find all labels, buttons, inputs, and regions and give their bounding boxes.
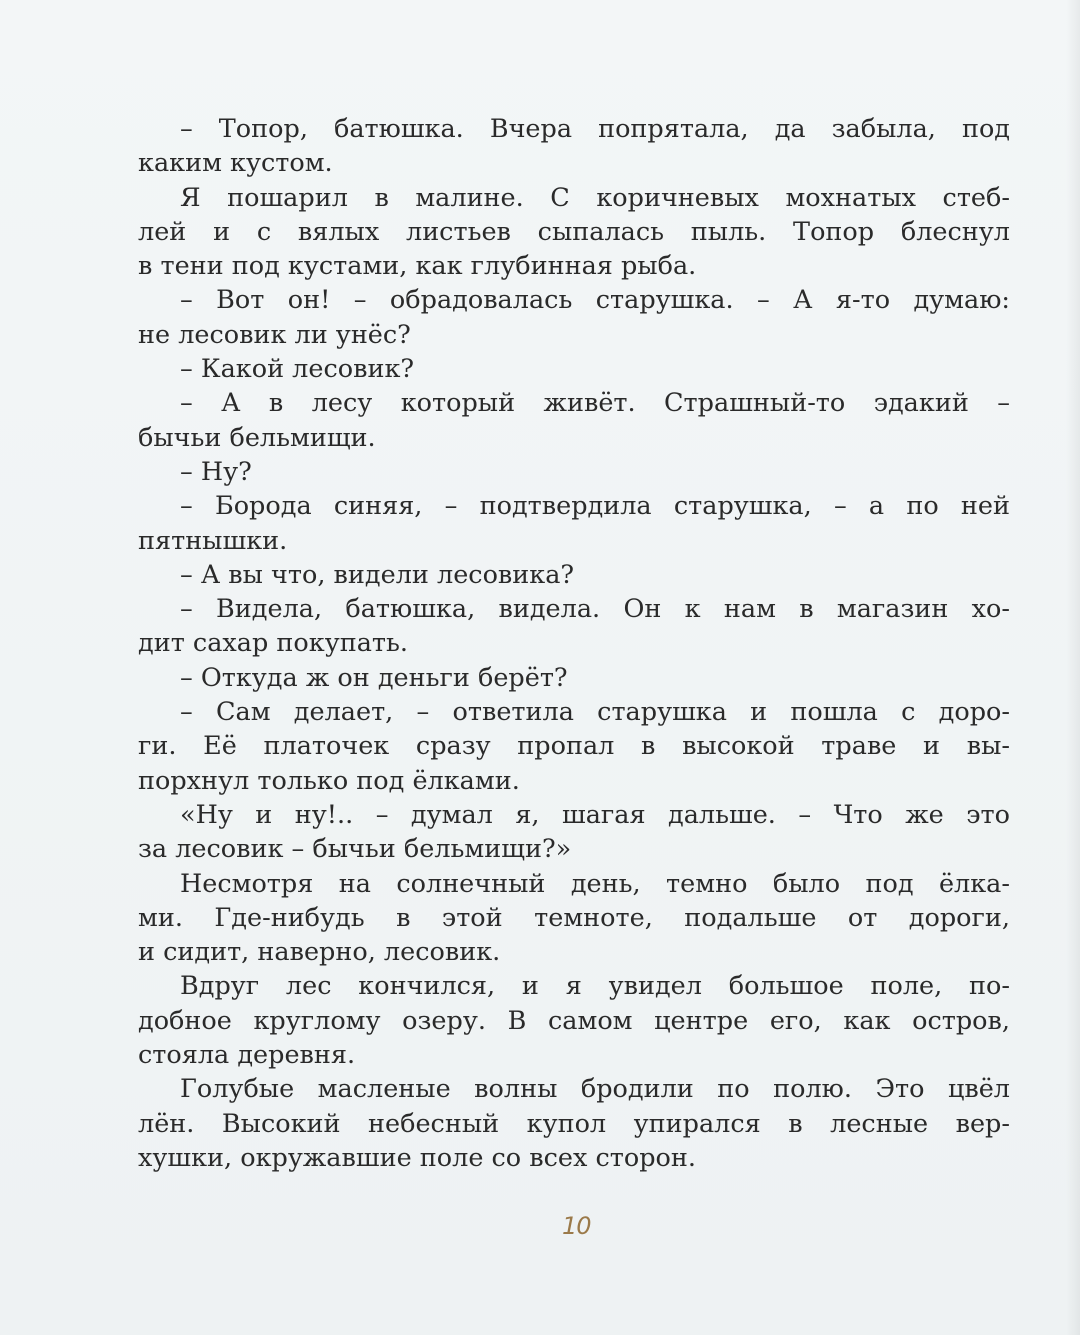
page-text xyxy=(138,112,1010,1175)
text-line: в тени под кустами, как глубинная рыба. xyxy=(138,251,697,282)
page-number: 10 xyxy=(562,1212,591,1240)
text-line: каким кустом. xyxy=(138,148,333,179)
text-line: Голубые масленые волны бродили по полю. Это цвёл xyxy=(180,1074,1010,1105)
text-line: – Борода синяя, – подтвердила старушка, – а по ней xyxy=(180,491,1010,522)
text-line: – Видела, батюшка, видела. Он к нам в магазин хо- xyxy=(180,594,1010,625)
text-line: – Топор, батюшка. Вчера попрятала, да забыла, под xyxy=(180,114,1010,144)
text-line: добное круглому озеру. В самом центре его, как остров, xyxy=(138,1005,1010,1036)
text-line: стояла деревня. xyxy=(138,1040,356,1071)
text-line: – Откуда ж он деньги берёт? xyxy=(180,662,568,693)
text-line: Вдруг лес кончился, и я увидел большое поле, по- xyxy=(180,971,1010,1002)
text-line: – А вы что, видели лесовика? xyxy=(180,559,575,590)
text-line: и сидит, наверно, лесовик. xyxy=(138,937,501,968)
text-line: за лесовик – бычьи бельмищи?» xyxy=(138,834,572,865)
text-line: ми. Где-нибудь в этой темноте, подальше от дороги, xyxy=(138,902,1010,933)
page-edge-shadow xyxy=(1066,0,1080,1335)
text-line: ги. Её платочек сразу пропал в высокой траве и вы- xyxy=(138,731,1010,762)
text-line: не лесовик ли унёс? xyxy=(138,319,411,350)
text-line: пятнышки. xyxy=(138,525,288,556)
text-line: хушки, окружавшие поле со всех сторон. xyxy=(138,1142,696,1173)
text-line: – Какой лесовик? xyxy=(180,354,415,385)
text-line: лён. Высокий небесный купол упирался в лесные вер- xyxy=(138,1108,1010,1139)
text-line: – А в лесу который живёт. Страшный-то эдакий – xyxy=(180,388,1010,419)
text-line: бычьи бельмищи. xyxy=(138,422,376,453)
text-line: – Вот он! – обрадовалась старушка. – А я-то думаю: xyxy=(180,285,1010,316)
text-line: «Ну и ну!.. – думал я, шагая дальше. – Что же это xyxy=(180,799,1010,830)
text-line: лей и с вялых листьев сыпалась пыль. Топор блеснул xyxy=(138,216,1010,247)
text-line: – Сам делает, – ответила старушка и пошла с доро- xyxy=(180,697,1010,728)
text-line: Несмотря на солнечный день, темно было под ёлка- xyxy=(180,868,1010,899)
text-line: – Ну? xyxy=(180,456,252,487)
text-line: порхнул только под ёлками. xyxy=(138,765,520,796)
text-line: дит сахар покупать. xyxy=(138,628,408,659)
text-line: Я пошарил в малине. С коричневых мохнатых стеб- xyxy=(180,182,1010,213)
